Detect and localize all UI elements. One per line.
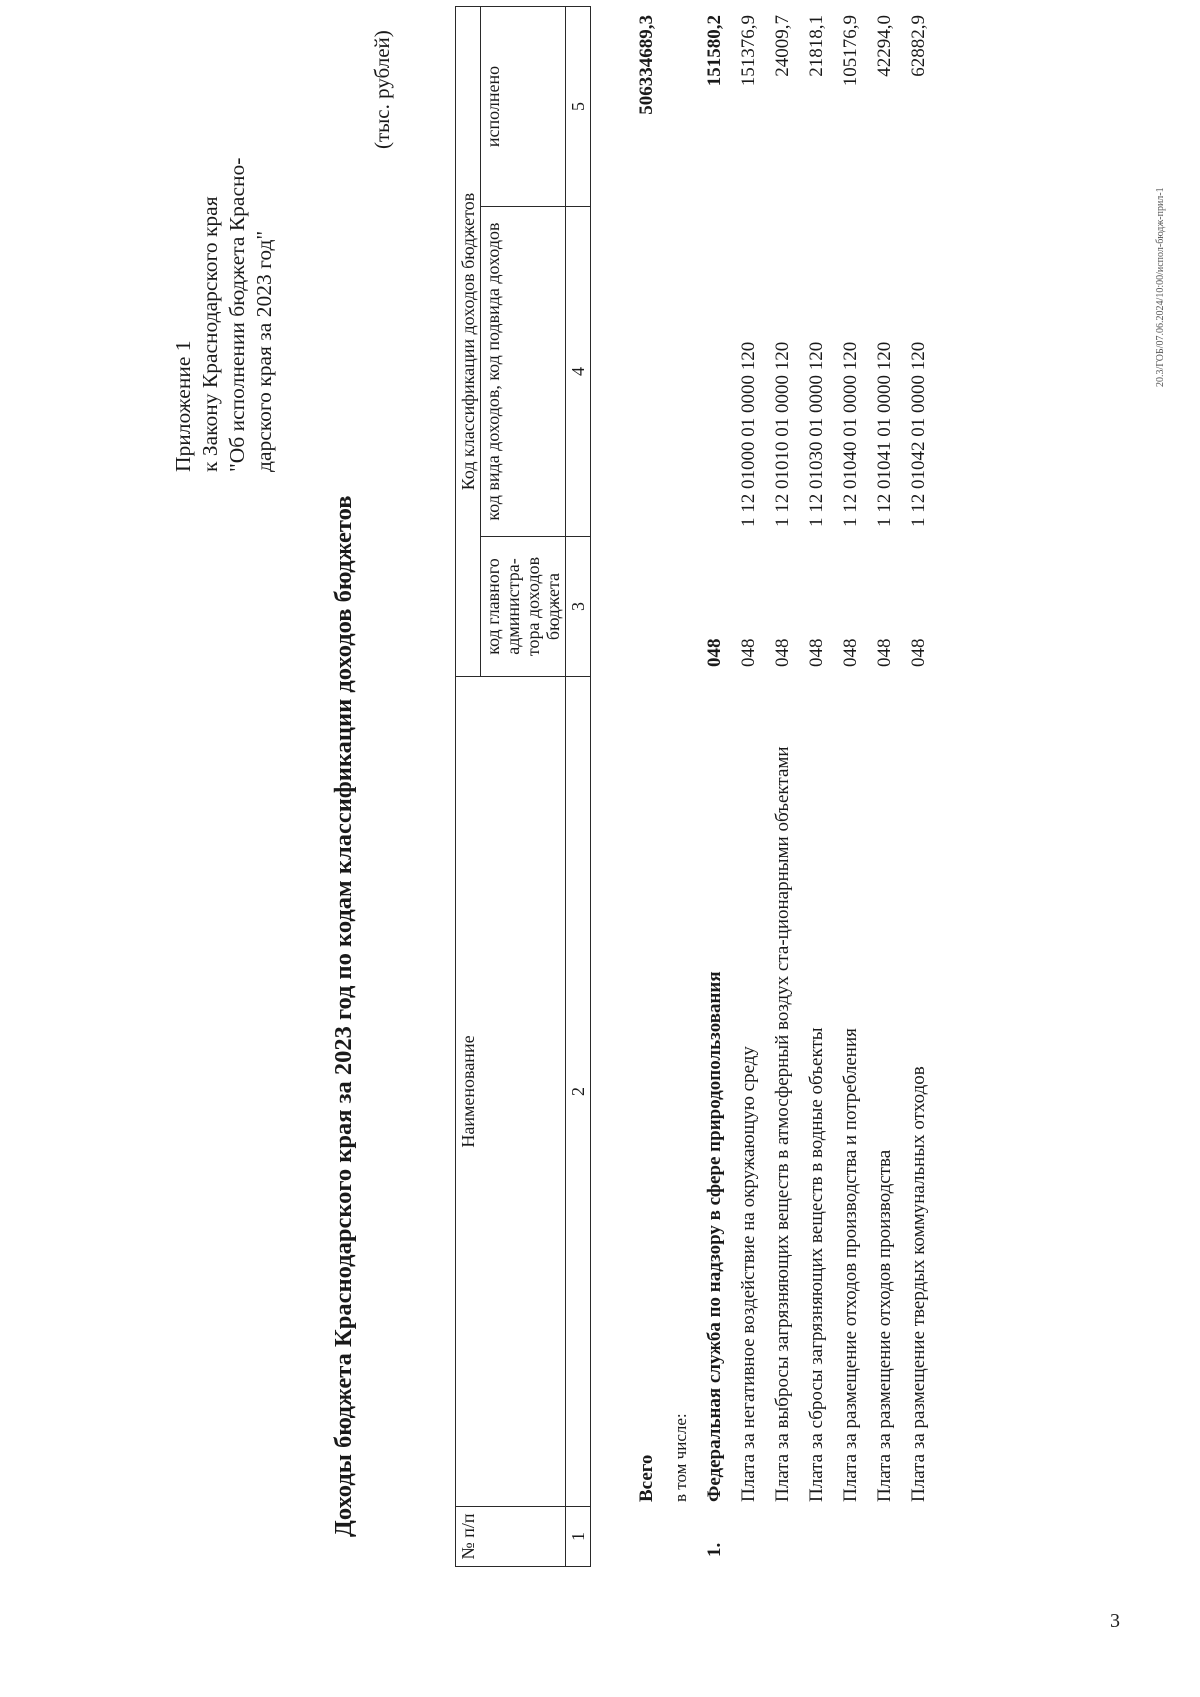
table-row [732, 7, 766, 1567]
row-admin-code: 048 [874, 638, 895, 667]
row-value: 62882,9 [908, 15, 929, 77]
row-admin-code: 048 [772, 638, 793, 667]
row-name: Всего [636, 1454, 657, 1502]
row-value: 24009,7 [772, 15, 793, 77]
row-admin-code: 048 [908, 638, 929, 667]
col-number: 4 [566, 207, 591, 537]
annex-block [170, 158, 278, 472]
annex-line: к Закону Краснодарского края [198, 196, 222, 472]
col-number: 2 [566, 677, 591, 1507]
row-income-code: 1 12 01030 01 0000 120 [806, 341, 827, 527]
table-row [766, 7, 800, 1567]
row-number [902, 1507, 936, 1567]
row-income-code [630, 207, 664, 537]
header-code-group: Код классификации доходов бюджетов [456, 6, 481, 676]
col-number: 5 [566, 6, 591, 206]
row-name: Плата за размещение отходов производства [874, 1149, 895, 1502]
annex-line: "Об исполнении бюджета Красно- [225, 157, 249, 472]
row-value: 151580,2 [704, 15, 725, 87]
row-value [664, 7, 698, 207]
page-number: 3 [1110, 1610, 1120, 1632]
row-name: в том числе: [671, 1413, 690, 1502]
table-row [664, 7, 698, 1567]
row-name: Федеральная служба по надзору в сфере природопользования [704, 971, 725, 1502]
document-title: Доходы бюджета Краснодарского края за 2023 год по кодам классификации доходов бюджетов [330, 495, 357, 1537]
row-number [766, 1507, 800, 1567]
row-value: 42294,0 [874, 15, 895, 77]
row-number [732, 1507, 766, 1567]
header-kind: код вида доходов, код подвида доходов [481, 207, 566, 537]
annex-line: Приложение 1 [171, 340, 195, 472]
row-income-code: 1 12 01040 01 0000 120 [840, 341, 861, 527]
row-admin-code: 048 [840, 638, 861, 667]
annex-line: дарского края за 2023 год" [252, 230, 276, 472]
row-admin-code: 048 [738, 638, 759, 667]
row-income-code [664, 207, 698, 537]
row-number [630, 1507, 664, 1567]
document-stamp: 20.3/ГОБ/07.06.2024/10:00/испол-бюдж-прил-1 [1155, 187, 1166, 387]
row-value: 105176,9 [840, 15, 861, 87]
row-name: Плата за размещение отходов производства и потребления [840, 1028, 861, 1502]
header-admin: код главного администра-тора доходов бюджета [481, 537, 566, 677]
row-value: 21818,1 [806, 15, 827, 77]
row-income-code: 1 12 01041 01 0000 120 [874, 341, 895, 527]
data-table [630, 7, 936, 1567]
row-number: 1. [704, 1542, 725, 1557]
row-income-code: 1 12 01042 01 0000 120 [908, 341, 929, 527]
row-name: Плата за размещение твердых коммунальных отходов [908, 1066, 929, 1502]
table-row [630, 7, 664, 1567]
header-num: № п/п [456, 1507, 566, 1567]
table-row [800, 7, 834, 1567]
table-row [868, 7, 902, 1567]
row-number [834, 1507, 868, 1567]
row-admin-code: 048 [704, 638, 725, 667]
col-number: 3 [566, 537, 591, 677]
header-table [455, 6, 591, 1567]
row-income-code: 1 12 01000 01 0000 120 [738, 341, 759, 527]
units-label: (тыс. рублей) [370, 30, 394, 149]
row-number [800, 1507, 834, 1567]
row-number [868, 1507, 902, 1567]
row-name: Плата за сбросы загрязняющих веществ в водные объекты [806, 1027, 827, 1502]
row-value: 506334689,3 [636, 15, 657, 115]
row-admin-code [664, 537, 698, 677]
row-name: Плата за негативное воздействие на окружающую среду [738, 1046, 759, 1502]
table-row [902, 7, 936, 1567]
col-number: 1 [566, 1507, 591, 1567]
row-value: 151376,9 [738, 15, 759, 87]
header-executed: исполнено [481, 6, 566, 206]
row-admin-code: 048 [806, 638, 827, 667]
header-name: Наименование [456, 677, 566, 1507]
row-income-code: 1 12 01010 01 0000 120 [772, 341, 793, 527]
row-number [664, 1507, 698, 1567]
table-row [698, 7, 732, 1567]
table-row [834, 7, 868, 1567]
row-admin-code [630, 537, 664, 677]
row-income-code [698, 207, 732, 537]
row-name: Плата за выбросы загрязняющих веществ в атмосферный воздух ста-ционарными объектами [772, 746, 793, 1502]
